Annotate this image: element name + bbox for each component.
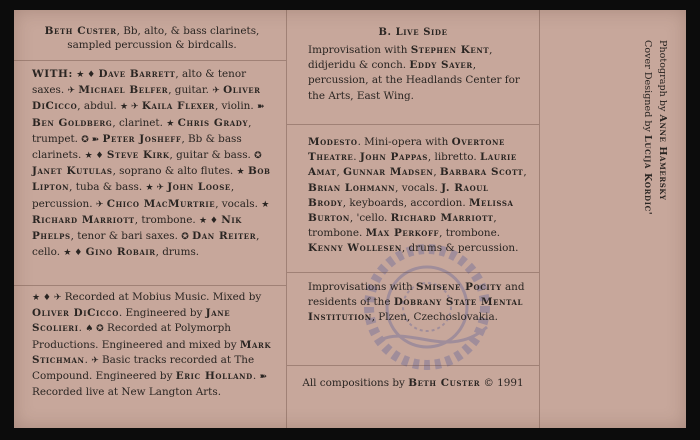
credit-entry bbox=[117, 100, 254, 112]
note-text: . bbox=[78, 322, 82, 335]
track-marker-icon: ✈ bbox=[91, 355, 99, 366]
note-text: Recorded live at New Langton Arts. bbox=[32, 386, 221, 399]
divider bbox=[14, 60, 286, 61]
note-text: . Engineered by bbox=[118, 307, 206, 320]
track-marker-icon: ★ ✈ bbox=[120, 102, 139, 113]
musician-name: Nik Phelps bbox=[32, 213, 242, 243]
credit-entry bbox=[93, 198, 258, 210]
track-marker-icon: ➽ bbox=[259, 372, 267, 383]
divider bbox=[287, 124, 539, 125]
recording-notes bbox=[32, 290, 274, 400]
modesto-credits: Modesto. Mini-opera with Overtone Theatre. John Pappas, libretto. Laurie Amat, Gunnar Madsen, Barbara Scott, Brian Lohmann, vocals. J. Raoul Brody, keyboards, accordion. Melissa Burton, 'cello. Richard Marriott, trombone. Max Perkoff, trombone. Kenny Wollesen, drums & percussion. bbox=[308, 136, 527, 255]
instrument-text: , guitar. bbox=[168, 84, 209, 97]
credits-panel bbox=[14, 10, 286, 428]
instrument-text: , percussion. bbox=[32, 181, 235, 210]
instrument-text: , violin. bbox=[214, 100, 254, 113]
side-title: B. Live Side bbox=[378, 27, 448, 38]
track-marker-icon: ➽ bbox=[256, 102, 265, 113]
cassette-insert bbox=[14, 10, 686, 428]
instrument-text: , tuba & bass. bbox=[69, 181, 143, 194]
musician-name: Kaila Flexer bbox=[141, 100, 215, 113]
musician-name: Chris Grady bbox=[177, 116, 249, 129]
track-marker-icon: ★ bbox=[166, 118, 175, 129]
musician-name: Steve Kirk bbox=[106, 149, 170, 162]
composition-credit: All compositions by Beth Custer © 1991 bbox=[302, 377, 524, 389]
track-marker-icon: ✈ bbox=[67, 86, 76, 97]
musician-credits bbox=[32, 67, 274, 261]
performer-name: John Pappas bbox=[359, 151, 428, 164]
instrument-text: , clarinet. bbox=[112, 116, 163, 129]
performer-name: Melissa Burton bbox=[308, 196, 514, 225]
musician-name: Oliver DiCicco bbox=[32, 84, 261, 113]
track-marker-icon: ★ bbox=[236, 167, 245, 178]
track-marker-icon: ★ ♦ ✈ bbox=[32, 293, 62, 303]
performer-name: Richard Marriott bbox=[390, 212, 494, 225]
instrument-text: , soprano & alto flutes. bbox=[112, 165, 234, 178]
track-marker-icon: ✈ bbox=[212, 86, 220, 97]
instrument-text: , cello. bbox=[32, 230, 260, 259]
instrument-text: , trombone. bbox=[134, 213, 196, 226]
musician-name: Peter Josheff bbox=[102, 132, 182, 145]
role-text: , trombone. bbox=[308, 212, 497, 240]
improvisation-kent: Improvisation with Stephen Kent, didjeridu & conch. Eddy Sayer, percussion, at the Headlands Center for the Arts, East Wing. bbox=[308, 44, 520, 102]
instrument-text: , drums. bbox=[155, 246, 200, 259]
musician-name: Bob Lipton bbox=[32, 165, 271, 194]
divider bbox=[287, 272, 539, 273]
performer-name: Laurie Amat bbox=[308, 151, 517, 179]
musician-name: Dan Reiter bbox=[192, 230, 257, 243]
performer-name: Brian Lohmann bbox=[308, 181, 396, 194]
instrument-text: , alto & tenor saxes. bbox=[32, 68, 247, 97]
photo-credit: Photograph by Anne Hamersky bbox=[657, 40, 668, 201]
credit-entry bbox=[81, 149, 251, 161]
role-text: , drums & percussion. bbox=[401, 242, 519, 255]
musician-name: Chico MacMurtrie bbox=[106, 197, 216, 210]
credit-entry bbox=[64, 84, 209, 96]
track-marker-icon: ♠ ✪ bbox=[85, 324, 104, 335]
track-marker-icon: ★ ♦ bbox=[198, 215, 218, 226]
track-marker-icon: ★ ♦ bbox=[63, 248, 83, 259]
note-text: . bbox=[84, 353, 88, 366]
vertical-credits bbox=[630, 40, 670, 370]
instrument-text: , vocals. bbox=[215, 197, 258, 210]
spine-panel bbox=[540, 10, 686, 428]
engineer-name: Jane Scolieri bbox=[32, 307, 231, 335]
instrument-text: , abdul. bbox=[77, 100, 117, 113]
artist-title: Beth Custer, Bb, alto, & bass clarinets, sampled percussion & birdcalls. bbox=[44, 25, 260, 51]
note-text: Recorded at Mobius Music. Mixed by bbox=[64, 291, 262, 303]
musician-name: Michael Belfer bbox=[78, 84, 169, 97]
credit-entry bbox=[60, 246, 199, 258]
engineer-name: Mark Stichman bbox=[32, 338, 272, 366]
note-text: Basic tracks recorded at The Compound. Engineered by bbox=[32, 353, 255, 383]
instrument-text: , Bb & bass clarinets. bbox=[32, 132, 242, 162]
note-text: Recorded at Polymorph Productions. Engineered and mixed by bbox=[32, 322, 240, 351]
divider bbox=[14, 285, 286, 286]
role-text: , libretto. bbox=[427, 151, 477, 164]
engineer-name: Eric Holland bbox=[175, 370, 253, 383]
musician-name: Dave Barrett bbox=[98, 68, 176, 80]
performer-name: J. Raoul Brody bbox=[308, 181, 489, 209]
artist-name: Beth Custer bbox=[44, 25, 117, 37]
performer-name: Gunnar Madsen bbox=[343, 166, 434, 179]
role-text: , vocals. bbox=[395, 181, 438, 194]
note-text: . bbox=[252, 370, 257, 383]
role-text: , bbox=[336, 166, 344, 179]
improvisation-pocity: Improvisations with Smisene Pocity and residents of the Dobrany State Mental Institution, Plzen, Czechoslovakia. bbox=[308, 281, 525, 324]
instrument-text: , trumpet. bbox=[32, 116, 252, 145]
cover-credit: Cover Designed by Lucija Kordic' bbox=[642, 40, 653, 216]
performer-name: Barbara Scott bbox=[439, 166, 524, 179]
role-text: , trombone. bbox=[439, 227, 501, 240]
track-marker-icon: ✈ bbox=[95, 199, 104, 210]
track-marker-icon: ★ ♦ bbox=[76, 70, 96, 80]
live-side-panel bbox=[287, 10, 539, 428]
track-marker-icon: ✪ bbox=[181, 232, 189, 243]
track-marker-icon: ✪ bbox=[254, 151, 262, 162]
performer-name: Max Perkoff bbox=[365, 227, 440, 240]
with-label: WITH: bbox=[32, 68, 73, 80]
track-marker-icon: ★ ♦ bbox=[84, 151, 104, 162]
performer-name: Kenny Wollesen bbox=[308, 242, 402, 255]
track-marker-icon: ★ bbox=[261, 199, 270, 210]
instrument-text: , tenor & bari saxes. bbox=[70, 230, 178, 243]
track-marker-icon: ✪ ➽ bbox=[81, 134, 100, 145]
role-text: , 'cello. bbox=[349, 212, 388, 225]
musician-name: Janet Kutulas bbox=[32, 165, 113, 178]
divider bbox=[287, 365, 539, 366]
track-marker-icon: ★ ✈ bbox=[145, 183, 164, 194]
musician-name: John Loose bbox=[167, 181, 231, 194]
role-text: , bbox=[523, 166, 527, 179]
musician-name: Ben Goldberg bbox=[32, 116, 113, 129]
musician-name: Richard Marriott bbox=[32, 213, 135, 226]
role-text: , bbox=[433, 166, 440, 179]
role-text: , keyboards, accordion. bbox=[342, 196, 466, 209]
musician-name: Gino Robair bbox=[85, 246, 156, 259]
engineer-name: Oliver DiCicco bbox=[32, 307, 119, 320]
instrument-text: , guitar & bass. bbox=[169, 149, 251, 162]
